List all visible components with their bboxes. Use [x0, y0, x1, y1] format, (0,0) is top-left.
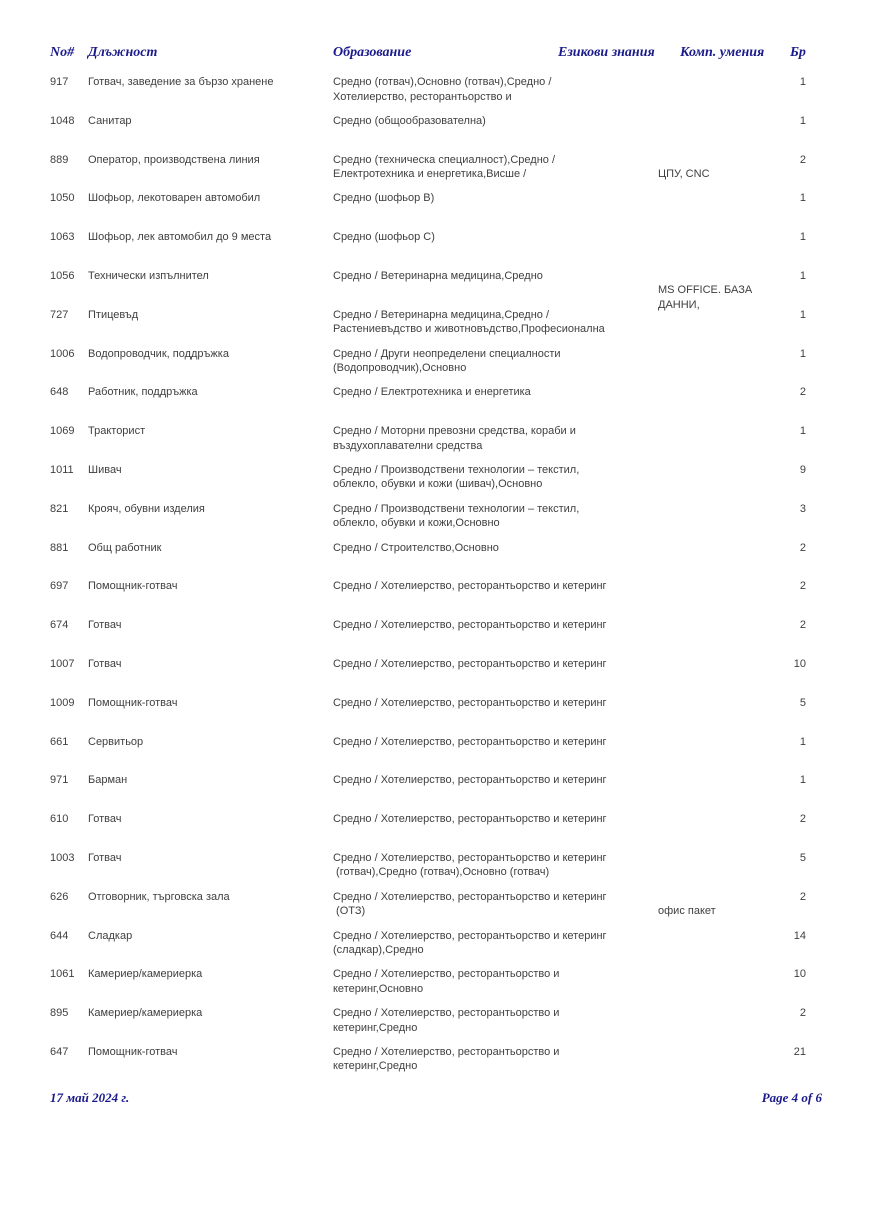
- text-line: Средно / Ветеринарна медицина,Средно: [333, 269, 543, 282]
- cell-position: Готвач: [88, 813, 122, 826]
- cell-education: [333, 652, 607, 672]
- cell-count: 1: [799, 76, 806, 88]
- cell-position: Технически изпълнител: [88, 269, 209, 282]
- text-line: Средно (техническа специалност),Средно /: [333, 153, 556, 166]
- cell-no: 889: [50, 153, 69, 166]
- cell-languages: [558, 1040, 658, 1045]
- cell-languages: [558, 730, 658, 735]
- cell-computer-skills: [658, 885, 783, 919]
- cell-education: [333, 70, 558, 104]
- cell-count: 2: [799, 580, 806, 593]
- cell-education: [333, 148, 558, 182]
- table-row: [0, 691, 870, 730]
- table-row: [0, 1040, 870, 1079]
- cell-languages: [558, 962, 658, 967]
- cell-education: [333, 342, 561, 376]
- text-line: кетеринг,Средно: [333, 1021, 418, 1034]
- cell-no: 661: [50, 735, 69, 748]
- text-line: кетеринг,Основно: [333, 982, 424, 995]
- cell-computer-skills: [658, 1040, 783, 1060]
- table-row: [0, 225, 870, 264]
- cell-education: [333, 1040, 558, 1074]
- cell-education: [333, 264, 558, 284]
- cell-languages: [558, 342, 658, 347]
- cell-position: Оператор, производствена линия: [88, 153, 260, 166]
- table-row: [0, 380, 870, 419]
- table-row: [0, 497, 870, 536]
- cell-position: Шофьор, лекотоварен автомобил: [88, 192, 261, 205]
- text-line: Средно / Хотелиерство, ресторантьорство и кетеринг: [333, 619, 607, 632]
- cell-education: [333, 613, 607, 633]
- cell-languages: [558, 885, 658, 890]
- text-line: Средно / Моторни превозни средства, кораби и: [333, 425, 576, 438]
- cell-no: 1050: [50, 192, 75, 205]
- cell-no: 626: [50, 890, 69, 903]
- cell-count: 2: [799, 386, 806, 399]
- table-row: [0, 70, 870, 109]
- cell-education: [333, 846, 607, 880]
- cell-computer-skills: [658, 342, 783, 362]
- cell-languages: [558, 613, 658, 618]
- cell-languages: [558, 536, 658, 541]
- cell-computer-skills: [658, 109, 783, 129]
- table-row: [0, 458, 870, 497]
- cell-computer-skills: [658, 148, 783, 182]
- table-row: [0, 264, 870, 311]
- cell-count: 1: [799, 231, 806, 244]
- cell-education: [333, 768, 607, 788]
- cell-languages: [558, 225, 658, 230]
- footer-page-number: Page 4 of 6: [761, 1090, 822, 1105]
- text-line: Средно / Хотелиерство, ресторантьорство и кетеринг: [333, 735, 607, 748]
- cell-count: 3: [799, 502, 806, 515]
- cell-no: 647: [50, 1045, 69, 1058]
- cell-education: [333, 303, 605, 337]
- text-line: Средно / Хотелиерство, ресторантьорство и кетеринг: [333, 696, 607, 709]
- cell-no: 1006: [50, 347, 75, 360]
- cell-no: 727: [50, 308, 69, 321]
- text-line: (сладкар),Средно: [333, 944, 424, 957]
- text-line: Средно / Производствени технологии – текстил,: [333, 463, 580, 476]
- cell-position: Готвач: [88, 619, 122, 632]
- cell-count: 2: [799, 813, 806, 826]
- text-line: Средно / Хотелиерство, ресторантьорство и: [333, 968, 560, 981]
- cell-languages: [558, 380, 658, 385]
- cell-computer-skills: [658, 691, 783, 711]
- cell-no: 971: [50, 774, 69, 787]
- text-line: Средно / Хотелиерство, ресторантьорство и кетеринг: [333, 813, 607, 826]
- cell-count: 10: [793, 657, 806, 670]
- table-row: [0, 768, 870, 807]
- cell-computer-skills: [658, 419, 783, 439]
- cell-languages: [558, 458, 658, 463]
- text-line: Електротехника и енергетика,Висше /: [333, 168, 527, 181]
- cell-languages: [558, 846, 658, 851]
- cell-position: Готвач, заведение за бързо хранене: [88, 76, 274, 88]
- cell-count: 10: [793, 968, 806, 981]
- cell-count: 2: [799, 153, 806, 166]
- cell-languages: [558, 109, 658, 114]
- cell-position: Тракторист: [88, 425, 146, 438]
- cell-position: Готвач: [88, 657, 122, 670]
- text-line: Средно (шофьор C): [333, 231, 435, 244]
- cell-no: 1056: [50, 269, 75, 282]
- footer-date: 17 май 2024 г.: [50, 1090, 130, 1105]
- table-row: [0, 536, 870, 575]
- text-line: MS OFFICE. БАЗА: [658, 284, 753, 297]
- cell-education: [333, 574, 607, 594]
- text-line: офис пакет: [658, 905, 716, 918]
- text-line: (готвач),Средно (готвач),Основно (готвач): [333, 866, 550, 879]
- text-line: Средно / Хотелиерство, ресторантьорство и кетеринг: [333, 890, 607, 903]
- header-computer-skills: Комп. умения: [680, 45, 765, 60]
- text-line: Средно / Електротехника и енергетика: [333, 386, 531, 399]
- cell-computer-skills: [658, 807, 783, 827]
- cell-computer-skills: [658, 186, 783, 206]
- cell-education: [333, 1001, 558, 1035]
- cell-position: Камериер/камериерка: [88, 1007, 203, 1020]
- cell-count: 9: [799, 463, 806, 476]
- cell-education: [333, 962, 558, 996]
- cell-languages: [558, 70, 658, 75]
- cell-no: 881: [50, 541, 69, 554]
- cell-count: 1: [799, 269, 806, 282]
- cell-position: Помощник-готвач: [88, 580, 178, 593]
- text-line: Средно / Други неопределени специалности: [333, 347, 561, 360]
- cell-languages: [558, 1001, 658, 1006]
- cell-count: 2: [799, 619, 806, 632]
- cell-count: 5: [799, 696, 806, 709]
- text-line: ДАННИ,: [658, 298, 700, 311]
- cell-position: Санитар: [88, 114, 132, 127]
- cell-no: 1048: [50, 114, 75, 127]
- cell-no: 1003: [50, 851, 75, 864]
- text-line: Хотелиерство, ресторантьорство и: [333, 90, 512, 103]
- cell-count: 1: [799, 114, 806, 127]
- cell-count: 1: [799, 425, 806, 438]
- cell-computer-skills: [658, 458, 783, 478]
- cell-position: Барман: [88, 774, 128, 787]
- cell-computer-skills: [658, 613, 783, 633]
- table-row: [0, 730, 870, 769]
- table-header-row: [0, 44, 870, 61]
- cell-education: [333, 380, 558, 400]
- table-row: [0, 807, 870, 846]
- cell-position: Работник, поддръжка: [88, 386, 198, 399]
- cell-languages: [558, 768, 658, 773]
- cell-computer-skills: [658, 924, 783, 944]
- cell-languages: [558, 264, 658, 269]
- cell-position: Птицевъд: [88, 308, 139, 321]
- cell-languages: [558, 652, 658, 657]
- table-row: [0, 342, 870, 381]
- cell-count: 2: [799, 541, 806, 554]
- cell-languages: [558, 691, 658, 696]
- cell-position: Отговорник, търговска зала: [88, 890, 230, 903]
- text-line: Средно (общообразователна): [333, 114, 486, 127]
- text-line: Средно / Ветеринарна медицина,Средно /: [333, 308, 550, 321]
- table-row: [0, 574, 870, 613]
- text-line: (ОТЗ): [333, 905, 366, 918]
- cell-no: 1069: [50, 425, 75, 438]
- cell-computer-skills: [658, 962, 783, 982]
- header-no: No#: [50, 45, 75, 60]
- cell-languages: [558, 807, 658, 812]
- cell-no: 1009: [50, 696, 75, 709]
- cell-languages: [558, 303, 658, 308]
- cell-count: 1: [799, 774, 806, 787]
- cell-computer-skills: [658, 768, 783, 788]
- cell-count: 14: [793, 929, 806, 942]
- cell-education: [333, 225, 558, 245]
- cell-education: [333, 691, 607, 711]
- text-line: облекло, обувки и кожи (шивач),Основно: [333, 478, 543, 491]
- text-line: Средно / Хотелиерство, ресторантьорство и: [333, 1007, 560, 1020]
- cell-languages: [558, 924, 658, 929]
- cell-count: 21: [793, 1045, 806, 1058]
- text-line: (Водопроводчик),Основно: [333, 362, 467, 375]
- cell-computer-skills: [658, 70, 783, 90]
- cell-computer-skills: [658, 574, 783, 594]
- text-line: въздухоплавателни средства: [333, 439, 483, 452]
- cell-no: 648: [50, 386, 69, 399]
- cell-education: [333, 109, 558, 129]
- cell-position: Сладкар: [88, 929, 133, 942]
- cell-no: 644: [50, 929, 69, 942]
- cell-languages: [558, 574, 658, 579]
- cell-no: 1007: [50, 657, 75, 670]
- cell-count: 5: [799, 851, 806, 864]
- cell-no: 610: [50, 813, 69, 826]
- cell-position: Сервитьор: [88, 735, 144, 748]
- text-line: Средно / Хотелиерство, ресторантьорство и кетеринг: [333, 774, 607, 787]
- text-line: Средно / Производствени технологии – текстил,: [333, 502, 580, 515]
- cell-education: [333, 497, 580, 531]
- table-row: [0, 613, 870, 652]
- cell-languages: [558, 497, 658, 502]
- cell-position: Помощник-готвач: [88, 696, 178, 709]
- cell-education: [333, 885, 607, 919]
- text-line: Средно / Хотелиерство, ресторантьорство и кетеринг: [333, 580, 607, 593]
- table-row: [0, 303, 870, 342]
- cell-position: Готвач: [88, 851, 122, 864]
- text-line: Средно / Хотелиерство, ресторантьорство и кетеринг: [333, 657, 607, 670]
- table-row: [0, 1001, 870, 1040]
- cell-no: 1061: [50, 968, 75, 981]
- cell-education: [333, 419, 576, 453]
- cell-no: 674: [50, 619, 69, 632]
- cell-computer-skills: [658, 846, 783, 866]
- text-line: ЦПУ, CNC: [658, 168, 710, 181]
- table-row: [0, 652, 870, 691]
- text-line: Средно / Хотелиерство, ресторантьорство и кетеринг: [333, 929, 607, 942]
- cell-computer-skills: [658, 497, 783, 517]
- text-line: облекло, обувки и кожи,Основно: [333, 517, 500, 530]
- cell-no: 1063: [50, 231, 75, 244]
- cell-computer-skills: [658, 1001, 783, 1021]
- cell-count: 1: [799, 735, 806, 748]
- cell-position: Шивач: [88, 463, 122, 476]
- cell-languages: [558, 148, 658, 153]
- cell-no: 821: [50, 502, 69, 515]
- cell-position: Крояч, обувни изделия: [88, 502, 205, 515]
- cell-education: [333, 807, 607, 827]
- text-line: Средно / Хотелиерство, ресторантьорство и кетеринг: [333, 851, 607, 864]
- cell-computer-skills: [658, 380, 783, 400]
- cell-position: Камериер/камериерка: [88, 968, 203, 981]
- table-row: [0, 186, 870, 225]
- cell-position: Водопроводчик, поддръжка: [88, 347, 229, 360]
- text-line: Средно / Хотелиерство, ресторантьорство и: [333, 1045, 560, 1058]
- cell-no: 697: [50, 580, 69, 593]
- cell-no: 895: [50, 1007, 69, 1020]
- header-education: Образование: [333, 45, 412, 60]
- cell-languages: [558, 186, 658, 191]
- table-row: [0, 885, 870, 924]
- cell-computer-skills: [658, 730, 783, 750]
- table-row: [0, 419, 870, 458]
- cell-no: 917: [50, 76, 69, 88]
- cell-count: 1: [799, 347, 806, 360]
- table-body: [0, 70, 870, 1079]
- cell-computer-skills: [658, 303, 783, 323]
- cell-education: [333, 186, 558, 206]
- cell-education: [333, 458, 580, 492]
- cell-position: Общ работник: [88, 541, 162, 554]
- cell-count: 1: [799, 308, 806, 321]
- cell-position: Шофьор, лек автомобил до 9 места: [88, 231, 272, 244]
- cell-position: Помощник-готвач: [88, 1045, 178, 1058]
- table-row: [0, 846, 870, 885]
- text-line: Средно (готвач),Основно (готвач),Средно /: [333, 76, 552, 88]
- cell-count: 1: [799, 192, 806, 205]
- cell-languages: [558, 419, 658, 424]
- cell-computer-skills: [658, 652, 783, 672]
- text-line: Средно (шофьор B): [333, 192, 435, 205]
- text-line: Средно / Строителство,Основно: [333, 541, 499, 554]
- cell-education: [333, 730, 607, 750]
- text-line: кетеринг,Средно: [333, 1060, 418, 1073]
- cell-no: 1011: [50, 463, 74, 476]
- text-line: Растениевъдство и животновъдство,Професионална: [333, 323, 605, 336]
- table-row: [0, 148, 870, 187]
- header-count: Бр: [790, 45, 806, 60]
- cell-computer-skills: [658, 536, 783, 556]
- table-row: [0, 962, 870, 1001]
- table-row: [0, 924, 870, 963]
- header-languages: Езикови знания: [558, 45, 655, 60]
- table-row: [0, 109, 870, 148]
- cell-count: 2: [799, 1007, 806, 1020]
- header-position: Длъжност: [88, 45, 158, 60]
- cell-education: [333, 924, 607, 958]
- cell-computer-skills: [658, 225, 783, 245]
- cell-education: [333, 536, 558, 556]
- cell-count: 2: [799, 890, 806, 903]
